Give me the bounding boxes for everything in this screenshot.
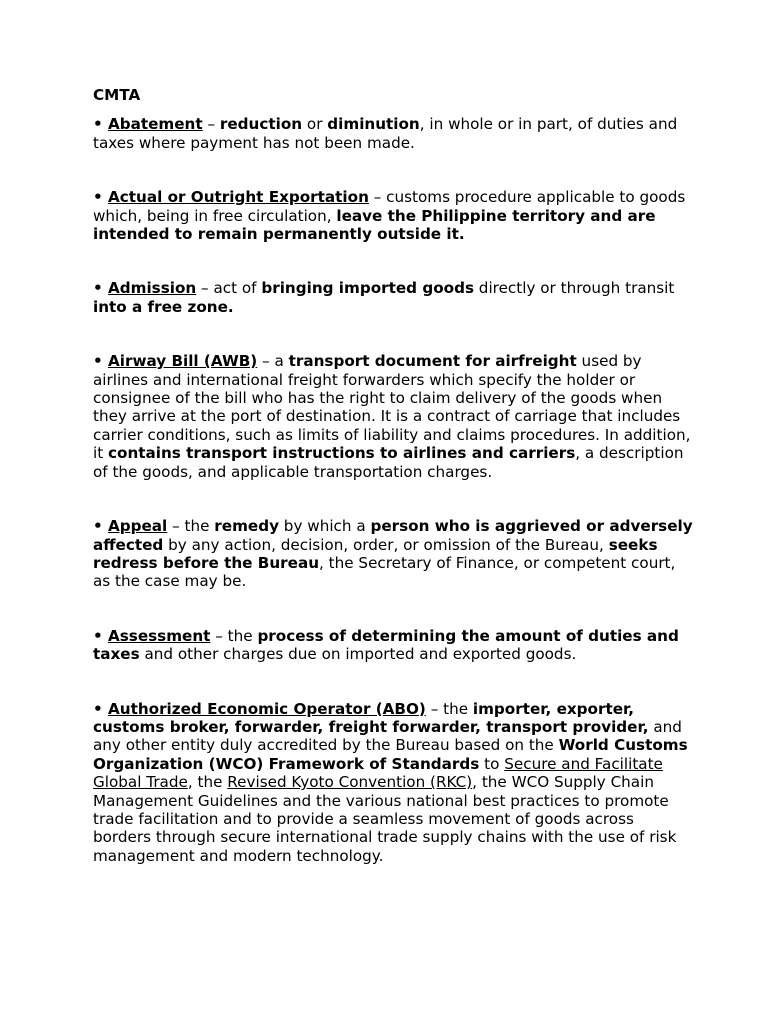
definition-text: used by airlines and international freight forwarders which specify the holder or consignee of the bill who has the right to claim delivery of the goods when they arrive at the port of destination. It is a contract of carriage that includes carrier conditions, such as limits of liability and claims procedures. In addition, it <box>93 352 691 463</box>
definition-term: Airway Bill (AWB) <box>108 352 258 371</box>
definition-text: , in whole or in part, of duties and taxes where payment has not been made. <box>93 115 678 152</box>
bullet-icon: • <box>93 699 108 718</box>
definition-term: Appeal <box>108 517 168 536</box>
definition-entry <box>93 517 693 591</box>
definition-text: and other charges due on imported and exported goods. <box>139 645 577 664</box>
definition-term: Abatement <box>108 115 203 134</box>
definition-entry <box>93 700 693 866</box>
definition-term: Assessment <box>108 626 211 645</box>
definition-emphasis: into a free zone. <box>93 297 234 316</box>
definition-emphasis: remedy <box>214 517 279 536</box>
definition-term: Actual or Outright Exportation <box>108 188 369 207</box>
definition-emphasis: process of determining the amount of duties and taxes <box>93 626 679 664</box>
definition-emphasis: leave the Philippine territory and are intended to remain permanently outside it. <box>93 206 656 244</box>
definition-text: or <box>302 115 328 134</box>
definition-text: , a description of the goods, and applicable transportation charges. <box>93 444 684 481</box>
definition-entry <box>93 279 693 316</box>
definition-entry <box>93 188 693 243</box>
definition-entry <box>93 627 693 664</box>
bullet-icon: • <box>93 626 108 645</box>
definition-text: – the <box>425 699 473 718</box>
bullet-icon: • <box>93 115 108 134</box>
document-title: CMTA <box>93 86 141 104</box>
bullet-icon: • <box>93 188 108 207</box>
document-page <box>93 86 693 865</box>
definition-text: , the <box>187 773 228 792</box>
definition-emphasis: person who is aggrieved or adversely affected <box>93 517 693 554</box>
definition-text: – the <box>210 626 258 645</box>
definition-text: – a <box>257 352 289 371</box>
bullet-icon: • <box>93 352 108 371</box>
definition-emphasis: seeks redress before the Bureau <box>93 535 658 572</box>
definition-text: by any action, decision, order, or omission of the Bureau, <box>163 535 609 554</box>
definition-term: Admission <box>108 279 197 298</box>
definition-emphasis: World Customs Organization (WCO) Framework of Standards <box>93 736 688 773</box>
definition-entry <box>93 352 693 481</box>
definition-entry <box>93 115 693 152</box>
definition-text: to <box>479 754 505 773</box>
definition-text: – act of <box>196 279 262 298</box>
definition-text: directly or through transit <box>473 279 675 298</box>
definition-term: Authorized Economic Operator (ABO) <box>108 699 426 718</box>
definition-text: and any other entity duly accredited by the Bureau based on the <box>93 717 682 755</box>
definition-text: , the WCO Supply Chain Management Guidelines and the various national best practices to promote trade facilitation and to provide a seamless movement of goods across borders through secure international trade supply chains with the use of risk management and modern technology. <box>93 773 677 865</box>
definition-text: , the Secretary of Finance, or competent court, as the case may be. <box>93 553 676 591</box>
definition-emphasis: transport document for airfreight <box>288 352 577 371</box>
definition-reference: Secure and Facilitate Global Trade <box>93 754 663 792</box>
definition-text: – customs procedure applicable to goods which, being in free circulation, <box>93 188 686 225</box>
bullet-icon: • <box>93 517 108 536</box>
definition-reference: Revised Kyoto Convention (RKC) <box>227 773 473 792</box>
definition-emphasis: reduction <box>219 115 303 134</box>
definition-emphasis: importer, exporter, customs broker, forwarder, freight forwarder, transport provider, <box>93 699 649 736</box>
definition-emphasis: contains transport instructions to airlines and carriers <box>108 444 576 463</box>
definition-emphasis: diminution <box>327 115 420 134</box>
definition-text: – the <box>167 517 215 536</box>
bullet-icon: • <box>93 279 108 298</box>
definition-text: – <box>202 115 220 134</box>
definition-text: by which a <box>278 517 371 536</box>
definition-emphasis: bringing imported goods <box>261 279 474 298</box>
